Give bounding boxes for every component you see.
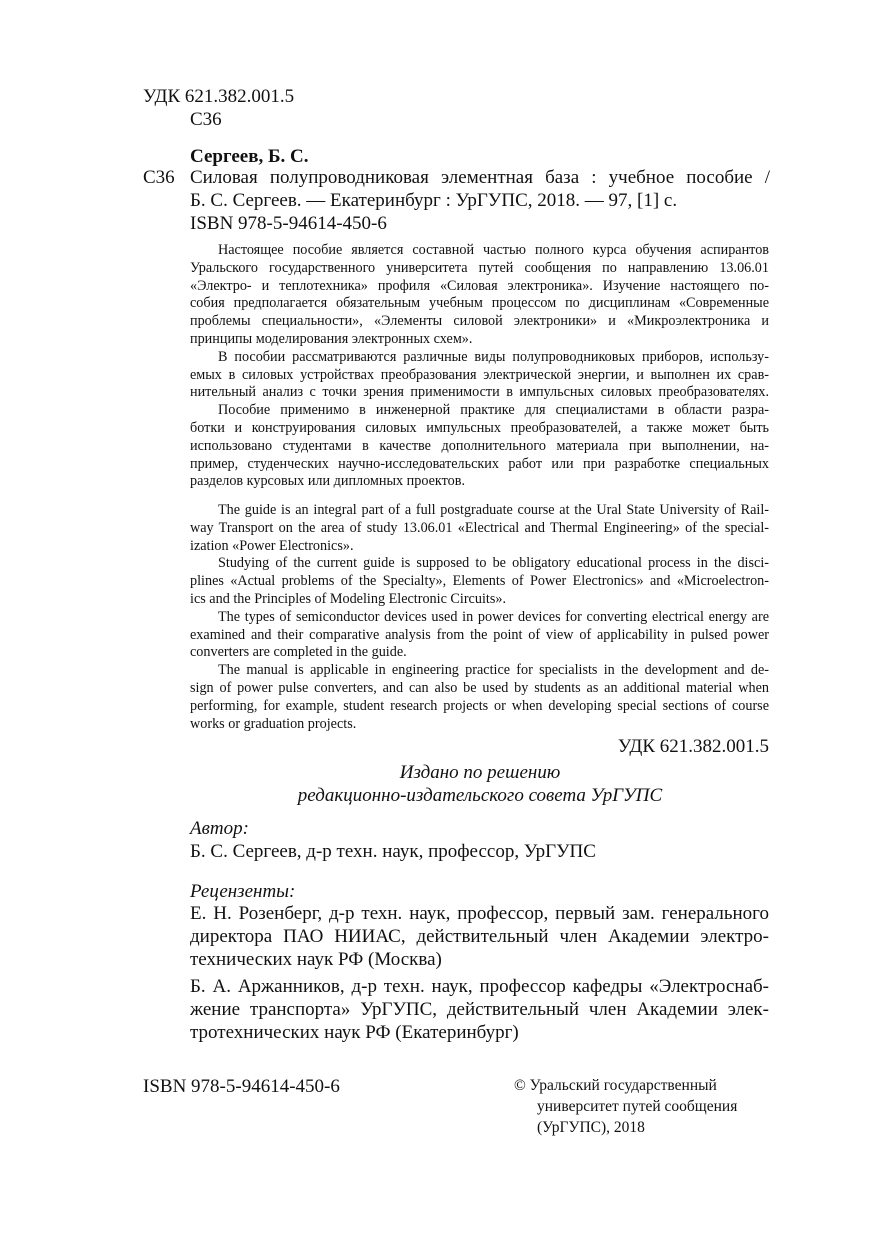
abstract-line: The types of semiconductor devices used in power devices for converting electrical energy are <box>218 608 769 625</box>
abstract-line: нительный анализ с точки зрения применимости в импульсных силовых преобразователях. <box>190 384 769 401</box>
reviewer-1 <box>190 902 769 971</box>
abstract-line: converters are completed in the guide. <box>190 644 407 661</box>
publish-decision-line: Издано по решению <box>399 762 561 783</box>
abstract-line: использовано студентами в качестве дополнительного материала при выполнении, на- <box>190 437 769 454</box>
bbk-code: С36 <box>190 109 222 130</box>
reviewer-line: Е. Н. Розенберг, д-р техн. наук, профессор, первый зам. генерального <box>190 903 769 924</box>
abstract-line: The manual is applicable in engineering practice for specialists in the development and de- <box>218 662 769 679</box>
reviewer-line: тротехнических наук РФ (Екатеринбург) <box>190 1022 519 1043</box>
publish-decision <box>190 761 770 807</box>
abstract-english <box>190 502 769 733</box>
udk-top: УДК 621.382.001.5 <box>143 86 295 107</box>
reviewer-line: технических наук РФ (Москва) <box>190 949 442 970</box>
copyright-line: © Уральский государственный <box>514 1077 717 1094</box>
abstract-line: пример, студенческих научно-исследовательских работ или при разработке специальных <box>190 455 769 472</box>
author-info: Б. С. Сергеев, д-р техн. наук, профессор, УрГУПС <box>190 841 596 862</box>
abstract-line: собия предполагается обязательным учебным процессом по дисциплинам «Современные <box>190 295 769 312</box>
abstract-line: Studying of the current guide is supposed to be obligatory educational process in the disci- <box>218 555 769 572</box>
reviewer-line: жение транспорта» УрГУПС, действительный член Академии элек- <box>190 999 769 1020</box>
abstract-line: sign of power pulse converters, and can also be used by students as an additional material when <box>190 679 769 696</box>
author-heading: Сергеев, Б. С. <box>190 146 309 167</box>
bibliographic-description <box>190 166 770 235</box>
copyright <box>514 1075 737 1138</box>
abstract-line: ization «Power Electronics». <box>190 537 354 554</box>
abstract-line: принципы моделирования электронных схем». <box>190 330 473 347</box>
abstract-line: Уральского государственного университета путей сообщения по направлению 13.06.01 <box>190 259 769 276</box>
abstract-line: «Электро- и теплотехника» профиля «Силовая электроника». Изучение настоящего по- <box>190 277 769 294</box>
author-label: Автор: <box>190 818 249 839</box>
abstract-line: performing, for example, student research projects or when developing special sections of course <box>190 697 769 714</box>
bib-line: Силовая полупроводниковая элементная база : учебное пособие / <box>190 167 770 188</box>
abstract-line: ботки и конструирования силовых импульсных преобразователей, а также может быть <box>190 419 769 436</box>
publish-decision-line: редакционно-издательского совета УрГУПС <box>297 785 663 806</box>
abstract-line: ics and the Principles of Modeling Electronic Circuits». <box>190 590 506 607</box>
abstract-line: plines «Actual problems of the Specialty», Elements of Power Electronics» and «Microelectron- <box>190 573 769 590</box>
abstract-line: way Transport on the area of study 13.06.01 «Electrical and Thermal Engineering» of the special- <box>190 519 769 536</box>
abstract-line: The guide is an integral part of a full postgraduate course at the Ural State University of Rail- <box>218 502 769 518</box>
copyright-line: (УрГУПС), 2018 <box>537 1119 645 1136</box>
abstract-line: проблемы специальности», «Элементы силовой электроники» и «Микроэлектроника и <box>190 313 769 330</box>
reviewer-2 <box>190 975 769 1044</box>
abstract-line: Настоящее пособие является составной частью полного курса обучения аспирантов <box>218 242 769 258</box>
abstract-line: В пособии рассматриваются различные виды полупроводниковых приборов, использу- <box>218 348 769 365</box>
isbn-bottom: ISBN 978-5-94614-450-6 <box>143 1076 340 1097</box>
bib-line: Б. С. Сергеев. — Екатеринбург : УрГУПС, 2018. — 97, [1] с. <box>190 190 678 211</box>
abstract-line: разделов курсовых или дипломных проектов. <box>190 473 465 490</box>
reviewer-line: Б. А. Аржанников, д-р техн. наук, профессор кафедры «Электроснаб- <box>190 976 769 997</box>
abstract-line: Пособие применимо в инженерной практике для специалистами в области разра- <box>218 402 769 419</box>
abstract-russian <box>190 242 769 491</box>
bib-line: ISBN 978-5-94614-450-6 <box>190 213 387 234</box>
book-index: С36 <box>143 167 175 188</box>
reviewer-line: директора ПАО НИИАС, действительный член Академии электро- <box>190 926 769 947</box>
reviewers-label: Рецензенты: <box>190 881 296 902</box>
abstract-line: works or graduation projects. <box>190 715 357 732</box>
copyright-line: университет путей сообщения <box>537 1098 738 1115</box>
udk-bottom: УДК 621.382.001.5 <box>617 736 769 757</box>
abstract-line: examined and their comparative analysis from the point of view of applicability in pulsed power <box>190 626 769 643</box>
abstract-line: емых в силовых устройствах преобразования электрической энергии, и выполнен их срав- <box>190 366 769 383</box>
